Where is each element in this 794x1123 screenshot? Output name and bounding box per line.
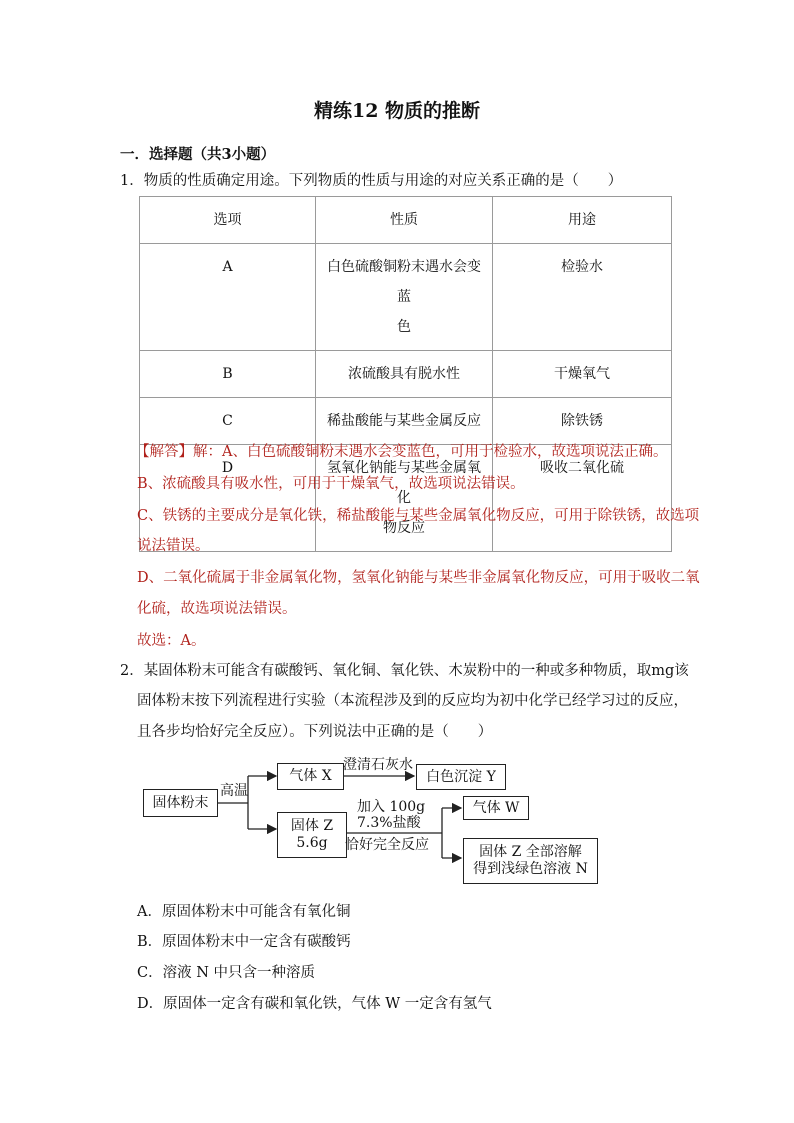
property-line: 物反应 bbox=[383, 520, 426, 536]
section-heading: 一．选择题（共3小题） bbox=[120, 146, 276, 163]
question-2-stem-line-3: 且各步均恰好完全反应）。下列说法中正确的是（ ） bbox=[137, 724, 493, 740]
condition-add-acid: 加入 100g bbox=[357, 799, 426, 815]
condition-acid-concentration: 7.3%盐酸 bbox=[357, 815, 421, 831]
table-cell-property: 稀盐酸能与某些金属反应 bbox=[316, 398, 493, 445]
answer-a-text: 解：A、白色硫酸铜粉末遇水会变蓝色，可用于检验水，故选项说法正确。 bbox=[193, 444, 668, 460]
result-line: 得到浅绿色溶液 N bbox=[473, 861, 588, 877]
table-cell-use: 除铁锈 bbox=[493, 398, 672, 445]
table-header-cell: 选项 bbox=[140, 197, 316, 244]
answer-tag: 【解答】 bbox=[135, 444, 193, 460]
node-result-solution-n bbox=[463, 838, 598, 884]
condition-limewater: 澄清石灰水 bbox=[343, 757, 413, 773]
page-title: 精练12 物质的推断 bbox=[313, 100, 481, 122]
table-cell-property: 浓硫酸具有脱水性 bbox=[316, 351, 493, 398]
option-b: B．原固体粉末中一定含有碳酸钙 bbox=[137, 934, 351, 950]
table-cell-use: 干燥氧气 bbox=[493, 351, 672, 398]
table-cell-option: B bbox=[140, 351, 316, 398]
table-cell-use: 吸收二氧化硫 bbox=[493, 445, 672, 552]
node-gas-w: 气体 W bbox=[463, 796, 529, 820]
table-cell-option: D bbox=[140, 445, 316, 552]
property-line: 白色硫酸铜粉末遇水会变蓝 bbox=[327, 259, 482, 305]
condition-exact-reaction: 恰好完全反应 bbox=[345, 837, 429, 853]
question-1-stem: 1．物质的性质确定用途。下列物质的性质与用途的对应关系正确的是（ ） bbox=[120, 173, 623, 189]
answer-choice: 故选：A。 bbox=[137, 633, 206, 649]
result-line: 固体 Z 全部溶解 bbox=[479, 844, 582, 860]
node-white-precipitate-y: 白色沉淀 Y bbox=[416, 764, 506, 790]
node-solid-z bbox=[277, 812, 347, 858]
node-gas-x: 气体 X bbox=[277, 763, 344, 790]
property-line: 色 bbox=[397, 319, 412, 335]
answer-c-line-2: 说法错误。 bbox=[137, 538, 210, 554]
answer-b-line: B、浓硫酸具有吸水性，可用于干燥氧气，故选项说法错误。 bbox=[137, 476, 525, 492]
solid-z-label: 固体 Z bbox=[290, 818, 334, 834]
solid-z-mass: 5.6g bbox=[296, 835, 328, 851]
table-cell-option: A bbox=[140, 244, 316, 351]
table-header-cell: 性质 bbox=[316, 197, 493, 244]
answer-d-line-1: D、二氧化硫属于非金属氧化物，氢氧化钠能与某些非金属氧化物反应，可用于吸收二氧 bbox=[137, 570, 700, 586]
condition-high-temp: 高温 bbox=[220, 783, 248, 799]
node-solid-powder: 固体粉末 bbox=[143, 789, 218, 817]
answer-d-line-2: 化硫，故选项说法错误。 bbox=[137, 601, 297, 617]
option-c: C．溶液 N 中只含一种溶质 bbox=[137, 965, 315, 981]
table-cell-use: 检验水 bbox=[493, 244, 672, 351]
question-2-stem-line-2: 固体粉末按下列流程进行实验（本流程涉及到的反应均为初中化学已经学习过的反应， bbox=[137, 693, 688, 709]
table-header-cell: 用途 bbox=[493, 197, 672, 244]
table-cell-option: C bbox=[140, 398, 316, 445]
question-2-stem-line-1: 2．某固体粉末可能含有碳酸钙、氧化铜、氧化铁、木炭粉中的一种或多种物质，取mg该 bbox=[120, 663, 689, 679]
option-a: A．原固体粉末中可能含有氧化铜 bbox=[137, 904, 351, 920]
option-d: D．原固体一定含有碳和氧化铁，气体 W 一定含有氢气 bbox=[137, 996, 492, 1012]
answer-c-line-1: C、铁锈的主要成分是氧化铁，稀盐酸能与某些金属氧化物反应，可用于除铁锈，故选项 bbox=[137, 508, 700, 524]
property-line: 氢氧化钠能与某些金属氧化 bbox=[327, 460, 482, 506]
